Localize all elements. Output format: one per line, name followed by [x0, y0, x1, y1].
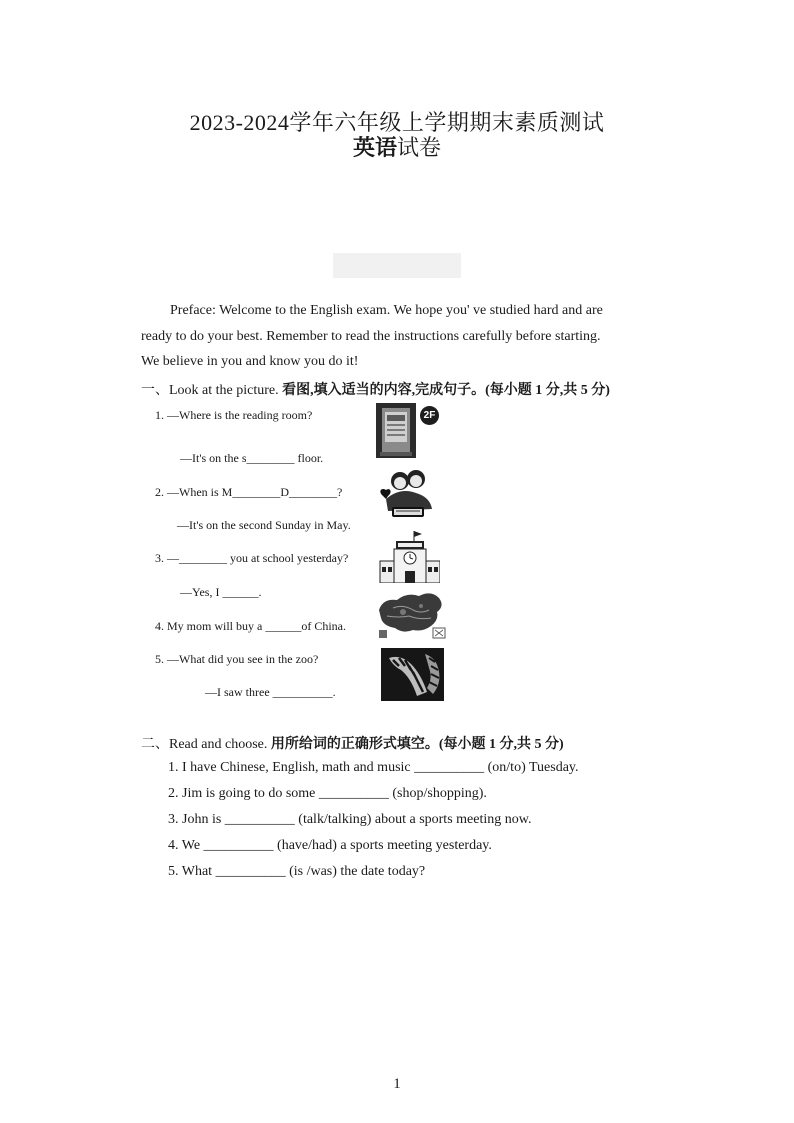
- s1-a1: —It's on the s________ floor.: [180, 451, 324, 465]
- preface-line-1: Preface: Welcome to the English exam. We hope you' ve studied hard and are: [170, 303, 603, 318]
- s2-item-4: 4. We __________ (have/had) a sports meeting yesterday.: [168, 838, 492, 853]
- s2-item-2: 2. Jim is going to do some __________ (shop/shopping).: [168, 786, 487, 801]
- floor-badge: 2F: [420, 406, 439, 425]
- s1-a3: —Yes, I ______.: [180, 585, 262, 599]
- mothers-day-image: [378, 469, 436, 521]
- s1-q4: 4. My mom will buy a ______of China.: [155, 619, 346, 633]
- preface-line-2: ready to do your best. Remember to read the instructions carefully before starting.: [141, 329, 601, 344]
- section2-heading: [141, 733, 564, 753]
- s1-q3: 3. —________ you at school yesterday?: [155, 551, 349, 565]
- section1-heading: [141, 379, 610, 399]
- s2-item-1: 1. I have Chinese, English, math and music __________ (on/to) Tuesday.: [168, 760, 579, 775]
- exam-title: 2023-2024学年六年级上学期期末素质测试: [189, 110, 605, 135]
- china-map-image: [373, 588, 449, 640]
- section2-heading-cn: 用所给词的正确形式填空。(每小题 1 分,共 5 分): [270, 737, 564, 752]
- s1-a2: —It's on the second Sunday in May.: [177, 518, 351, 532]
- blank-watermark-box: [333, 253, 461, 278]
- school-building-image: [378, 531, 440, 583]
- s1-q2: 2. —When is M________D________?: [155, 485, 343, 499]
- reading-room-door-image: [376, 403, 416, 458]
- exam-subtitle: [0, 131, 794, 162]
- s2-item-5: 5. What __________ (is /was) the date today?: [168, 864, 426, 879]
- subtitle-paper: 试卷: [397, 135, 442, 160]
- s1-a5: —I saw three __________.: [205, 685, 336, 699]
- zebra-photo-image: [381, 648, 444, 701]
- s1-q5: 5. —What did you see in the zoo?: [155, 652, 319, 666]
- section1-heading-en: 一、Look at the picture.: [141, 383, 279, 398]
- section1-heading-cn: 看图,填入适当的内容,完成句子。(每小题 1 分,共 5 分): [282, 383, 610, 398]
- section2-heading-en: 二、Read and choose.: [141, 737, 268, 752]
- preface-line-3: We believe in you and know you do it!: [141, 354, 359, 369]
- page-number: 1: [393, 1076, 401, 1092]
- s2-item-3: 3. John is __________ (talk/talking) about a sports meeting now.: [168, 812, 532, 827]
- subtitle-english: 英语: [352, 135, 397, 160]
- s1-q1: 1. —Where is the reading room?: [155, 408, 313, 422]
